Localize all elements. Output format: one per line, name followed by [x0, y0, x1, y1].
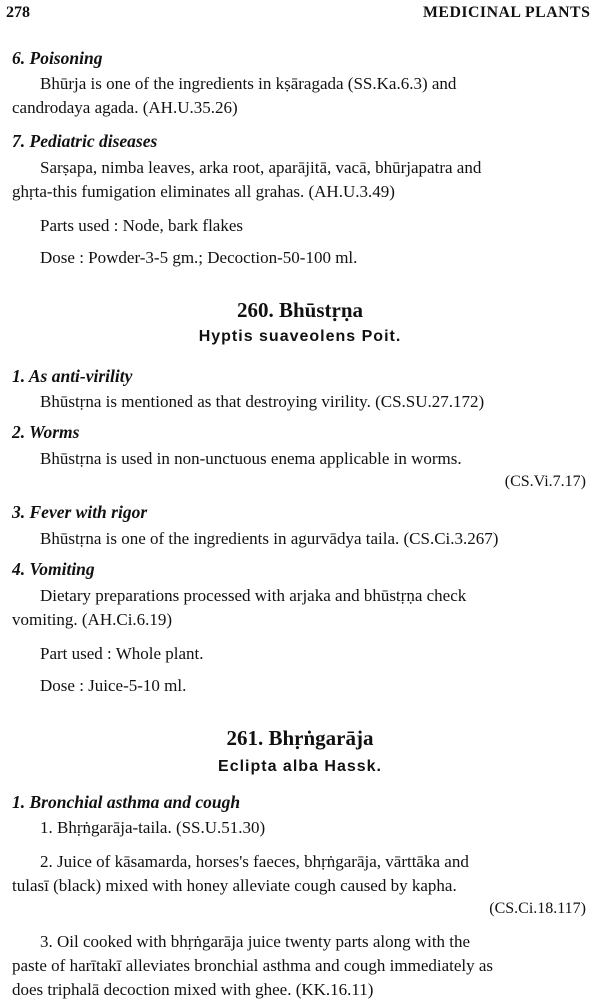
botanical-name-260: Hyptis suaveolens Poit.: [198, 328, 402, 345]
list-item: 1. Bhṛṅgarāja-taila. (SS.U.51.30): [40, 818, 266, 837]
botanical-name-261: Eclipta alba Hassk.: [218, 758, 382, 775]
citation: (CS.Ci.18.117): [489, 900, 586, 917]
paragraph-line: Bhūstṛna is one of the ingredients in agurvādya taila. (CS.Ci.3.267): [40, 529, 499, 548]
paragraph-line: does triphalā decoction mixed with ghee. (KK.16.11): [12, 980, 374, 999]
subheading-bronchial: 1. Bronchial asthma and cough: [12, 792, 241, 812]
running-header: MEDICINAL PLANTS: [422, 4, 591, 21]
subheading-vomiting: 4. Vomiting: [12, 559, 95, 579]
paragraph-line: Dietary preparations processed with arjaka and bhūstṛṇa check: [40, 586, 467, 605]
citation: (CS.Vi.7.17): [504, 473, 586, 490]
section-title-260: 260. Bhūstṛṇa: [236, 298, 364, 322]
subheading-fever: 3. Fever with rigor: [12, 502, 148, 522]
paragraph-line: 2. Juice of kāsamarda, horses's faeces, bhṛṅgarāja, vārttāka and: [40, 852, 469, 871]
parts-used: Parts used : Node, bark flakes: [40, 216, 244, 235]
paragraph-line: Bhūstṛna is mentioned as that destroying virility. (CS.SU.27.172): [40, 392, 485, 411]
dose: Dose : Juice-5-10 ml.: [40, 676, 187, 695]
paragraph-line: ghṛta-this fumigation eliminates all grahas. (AH.U.3.49): [12, 182, 395, 201]
subheading-pediatric: 7. Pediatric diseases: [12, 131, 158, 151]
paragraph-line: candrodaya agada. (AH.U.35.26): [12, 98, 238, 117]
section-title-261: 261. Bhṛṅgarāja: [226, 726, 374, 750]
part-used: Part used : Whole plant.: [40, 644, 204, 663]
subheading-anti-virility: 1. As anti-virility: [12, 366, 133, 386]
paragraph-line: Sarṣapa, nimba leaves, arka root, aparājitā, vacā, bhūrjapatra and: [40, 158, 482, 177]
dose: Dose : Powder-3-5 gm.; Decoction-50-100 ml.: [40, 248, 358, 267]
paragraph-line: vomiting. (AH.Ci.6.19): [12, 610, 173, 629]
paragraph-line: Bhūrja is one of the ingredients in kṣāragada (SS.Ka.6.3) and: [40, 74, 457, 93]
paragraph-line: tulasī (black) mixed with honey alleviate cough caused by kapha.: [12, 876, 457, 895]
subheading-worms: 2. Worms: [12, 422, 80, 442]
paragraph-line: paste of harītakī alleviates bronchial asthma and cough immediately as: [12, 956, 494, 975]
paragraph-line: Bhūstṛna is used in non-unctuous enema applicable in worms.: [40, 449, 462, 468]
subheading-poisoning: 6. Poisoning: [12, 48, 103, 68]
paragraph-line: 3. Oil cooked with bhṛṅgarāja juice twenty parts along with the: [40, 932, 471, 951]
page-number: 278: [6, 4, 30, 21]
